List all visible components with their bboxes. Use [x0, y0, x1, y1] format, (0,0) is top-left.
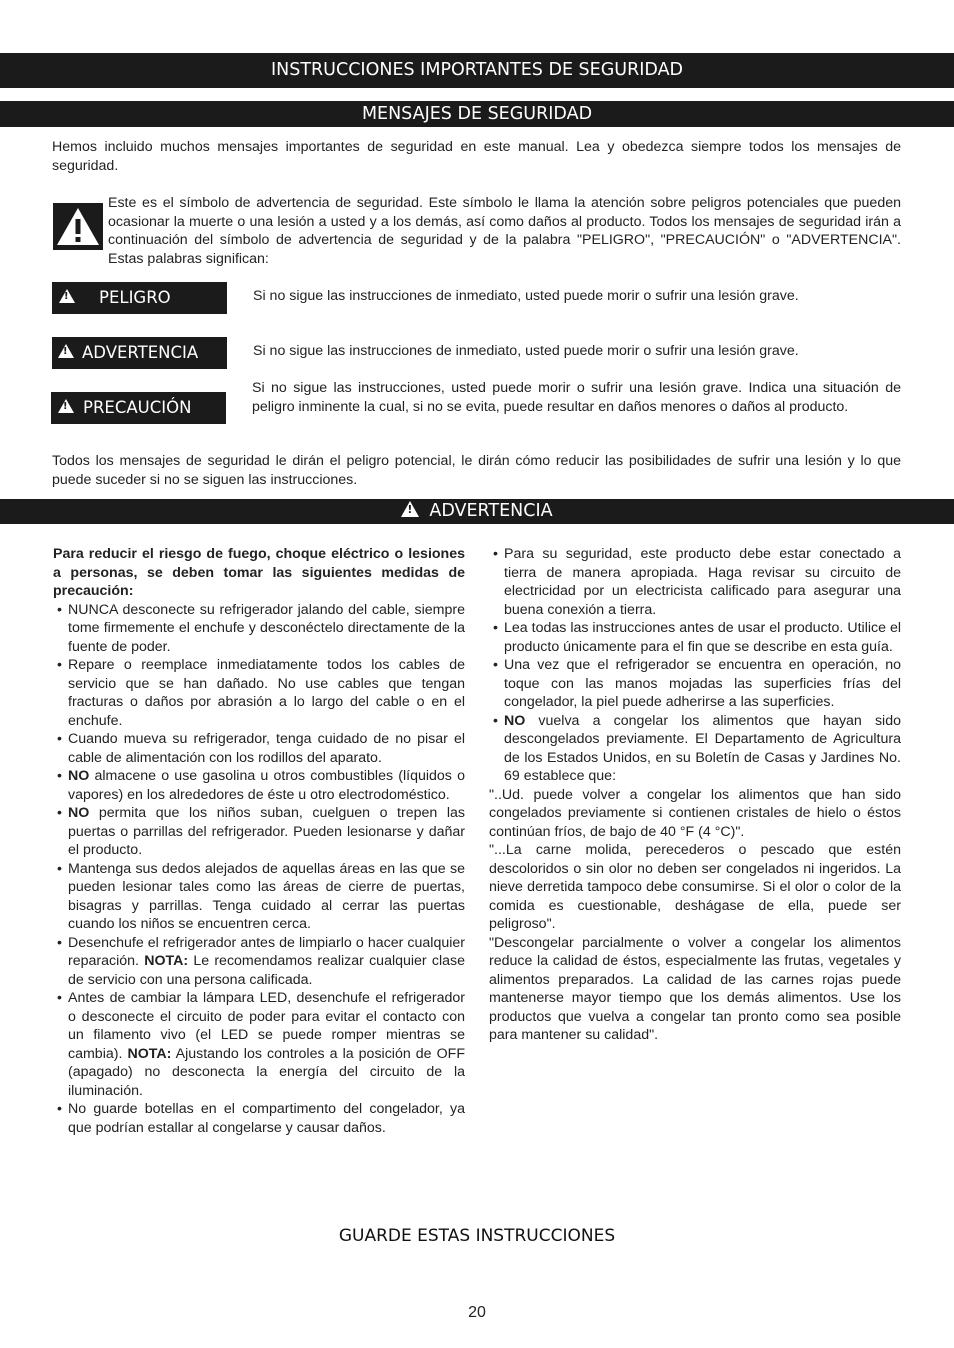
list-item: • Una vez que el refrigerador se encuentra en operación, no toque con las manos mojadas las superficies frías del congelador, la piel puede adherirse a las superficies. — [489, 656, 901, 712]
warning-triangle-icon — [59, 289, 75, 303]
warning-section-bar — [0, 499, 954, 524]
symbol-explanation: Este es el símbolo de advertencia de seguridad. Este símbolo le llama la atención sobre peligros potenciales que pueden ocasionar la muerte o una lesión a usted y a los demás, así como daños al producto. Todos los mensajes de seguridad irán a continuación del símbolo de advertencia de seguridad y de la palabra "PELIGRO", "PRECAUCIÓN" o "ADVERTENCIA". Estas palabras significan: — [108, 195, 901, 267]
main-title: INSTRUCCIONES IMPORTANTES DE SEGURIDAD — [270, 60, 684, 80]
advertencia-label-text: ADVERTENCIA — [82, 343, 199, 362]
peligro-label-text: PELIGRO — [99, 288, 171, 307]
list-item: • Desenchufe el refrigerador antes de limpiarlo o hacer cualquier reparación. NOTA: Le recomendamos realizar cualquier clase de servicio con una persona calificada. — [53, 934, 465, 990]
advertencia-description: Si no sigue las instrucciones de inmediato, usted puede morir o sufrir una lesión grave. — [253, 343, 799, 359]
list-item: • Cuando mueva su refrigerador, tenga cuidado de no pisar el cable de alimentación con los rodillos del aparato. — [53, 730, 465, 767]
precaucion-label — [51, 392, 226, 424]
section-title: MENSAJES DE SEGURIDAD — [361, 104, 593, 124]
warning-triangle-icon — [58, 344, 74, 358]
list-item: • Mantenga sus dedos alejados de aquellas áreas en las que se pueden lesionar tales como las áreas de cierre de puertas, bisagras y parrillas. Tenga cuidado al cerrar las puertas cuando los niños se encuentren cerca. — [53, 860, 465, 934]
list-item: • NO vuelva a congelar los alimentos que hayan sido descongelados previamente. El Departamento de Agricultura de los Estados Unidos, en su Boletín de Casas y Jardines No. 69 establece que: — [489, 712, 901, 786]
page-number: 20 — [468, 1304, 486, 1321]
save-instructions-heading: GUARDE ESTAS INSTRUCCIONES — [338, 1226, 616, 1246]
section-title-bar — [0, 101, 954, 127]
list-item: • No guarde botellas en el compartimento del congelador, ya que podrían estallar al congelarse y causar daños. — [53, 1100, 465, 1137]
warning-triangle-icon — [53, 203, 103, 250]
list-item: • NUNCA desconecte su refrigerador jalando del cable, siempre tome firmemente el enchufe y desconéctelo directamente de la fuente de poder. — [53, 601, 465, 657]
warning-triangle-icon — [401, 501, 419, 517]
list-item: • Para su seguridad, este producto debe estar conectado a tierra de manera apropiada. Haga revisar su circuito de electricidad por un electricista calificado para asegurar una buena conexión a tierra. — [489, 545, 901, 619]
warning-triangle-icon — [58, 399, 74, 413]
warning-right-column — [489, 545, 901, 1045]
all-messages-paragraph: Todos los mensajes de seguridad le dirán el peligro potencial, le dirán cómo reducir las posibilidades de sufrir una lesión y lo que puede suceder si no se siguen las instrucciones. — [52, 453, 901, 488]
list-item: • Lea todas las instrucciones antes de usar el producto. Utilice el producto únicamente para el fin que se describe en esta guía. — [489, 619, 901, 656]
list-item: • NO permita que los niños suban, cuelguen o trepen las puertas o parrillas del refrigerador. Pueden lesionarse y dañar el producto. — [53, 804, 465, 860]
list-item: • Repare o reemplace inmediatamente todos los cables de servicio que se han dañado. No use cables que tengan fracturas o daños por abrasión a lo largo del cable o en el enchufe. — [53, 656, 465, 730]
usda-quote: "..Ud. puede volver a congelar los alimentos que han sido congelados previamente si contienen cristales de hielo o éstos continúan fríos, de bajo de 40 °F (4 °C)". — [489, 786, 901, 840]
list-item: • Antes de cambiar la lámpara LED, desenchufe el refrigerador o desconecte el circuito de poder para evitar el contacto con un filamento vivo (el LED se puede romper mientras se cambia). NOTA: Ajustando los controles a la posición de OFF (apagado) no desconecta la energía del circuito de la iluminación. — [53, 989, 465, 1100]
peligro-label — [52, 282, 227, 314]
usda-quote: "Descongelar parcialmente o volver a congelar los alimentos reduce la calidad de éstos, especialmente las frutas, vegetales y alimentos preparados. La calidad de las carnes rojas puede mantenerse mayor tiempo que los demás alimentos. Use los productos que vuelva a congelar tan pronto como sea posible para mantener su calidad". — [489, 934, 901, 1043]
advertencia-label — [52, 337, 227, 369]
precaucion-label-text: PRECAUCIÓN — [83, 398, 192, 417]
main-title-bar — [0, 53, 954, 88]
peligro-description: Si no sigue las instrucciones de inmediato, usted puede morir o sufrir una lesión grave. — [253, 288, 799, 304]
usda-quote: "...La carne molida, perecederos o pescado que estén descoloridos o sin olor no deben ser congelados ni ingeridos. La nieve derretida tampoco debe consumirse. Si el olor o color de la comida es cuestionable, deshágase de ella, puede ser peligroso". — [489, 842, 901, 932]
list-item: • NO almacene o use gasolina u otros combustibles (líquidos o vapores) en los alrededores de éste u otro electrodoméstico. — [53, 767, 465, 804]
precaucion-description: Si no sigue las instrucciones, usted puede morir o sufrir una lesión grave. Indica una situación de peligro inminente la cual, si no se evita, puede resultar en daños menores o daños al producto. — [252, 380, 901, 415]
warning-left-column — [53, 545, 465, 1137]
warning-lead: Para reducir el riesgo de fuego, choque eléctrico o lesiones a personas, se deben tomar las siguientes medidas de precaución: — [53, 546, 465, 599]
intro-paragraph: Hemos incluido muchos mensajes importantes de seguridad en este manual. Lea y obedezca siempre todos los mensajes de seguridad. — [52, 139, 901, 174]
warning-section-title: ADVERTENCIA — [429, 501, 553, 521]
